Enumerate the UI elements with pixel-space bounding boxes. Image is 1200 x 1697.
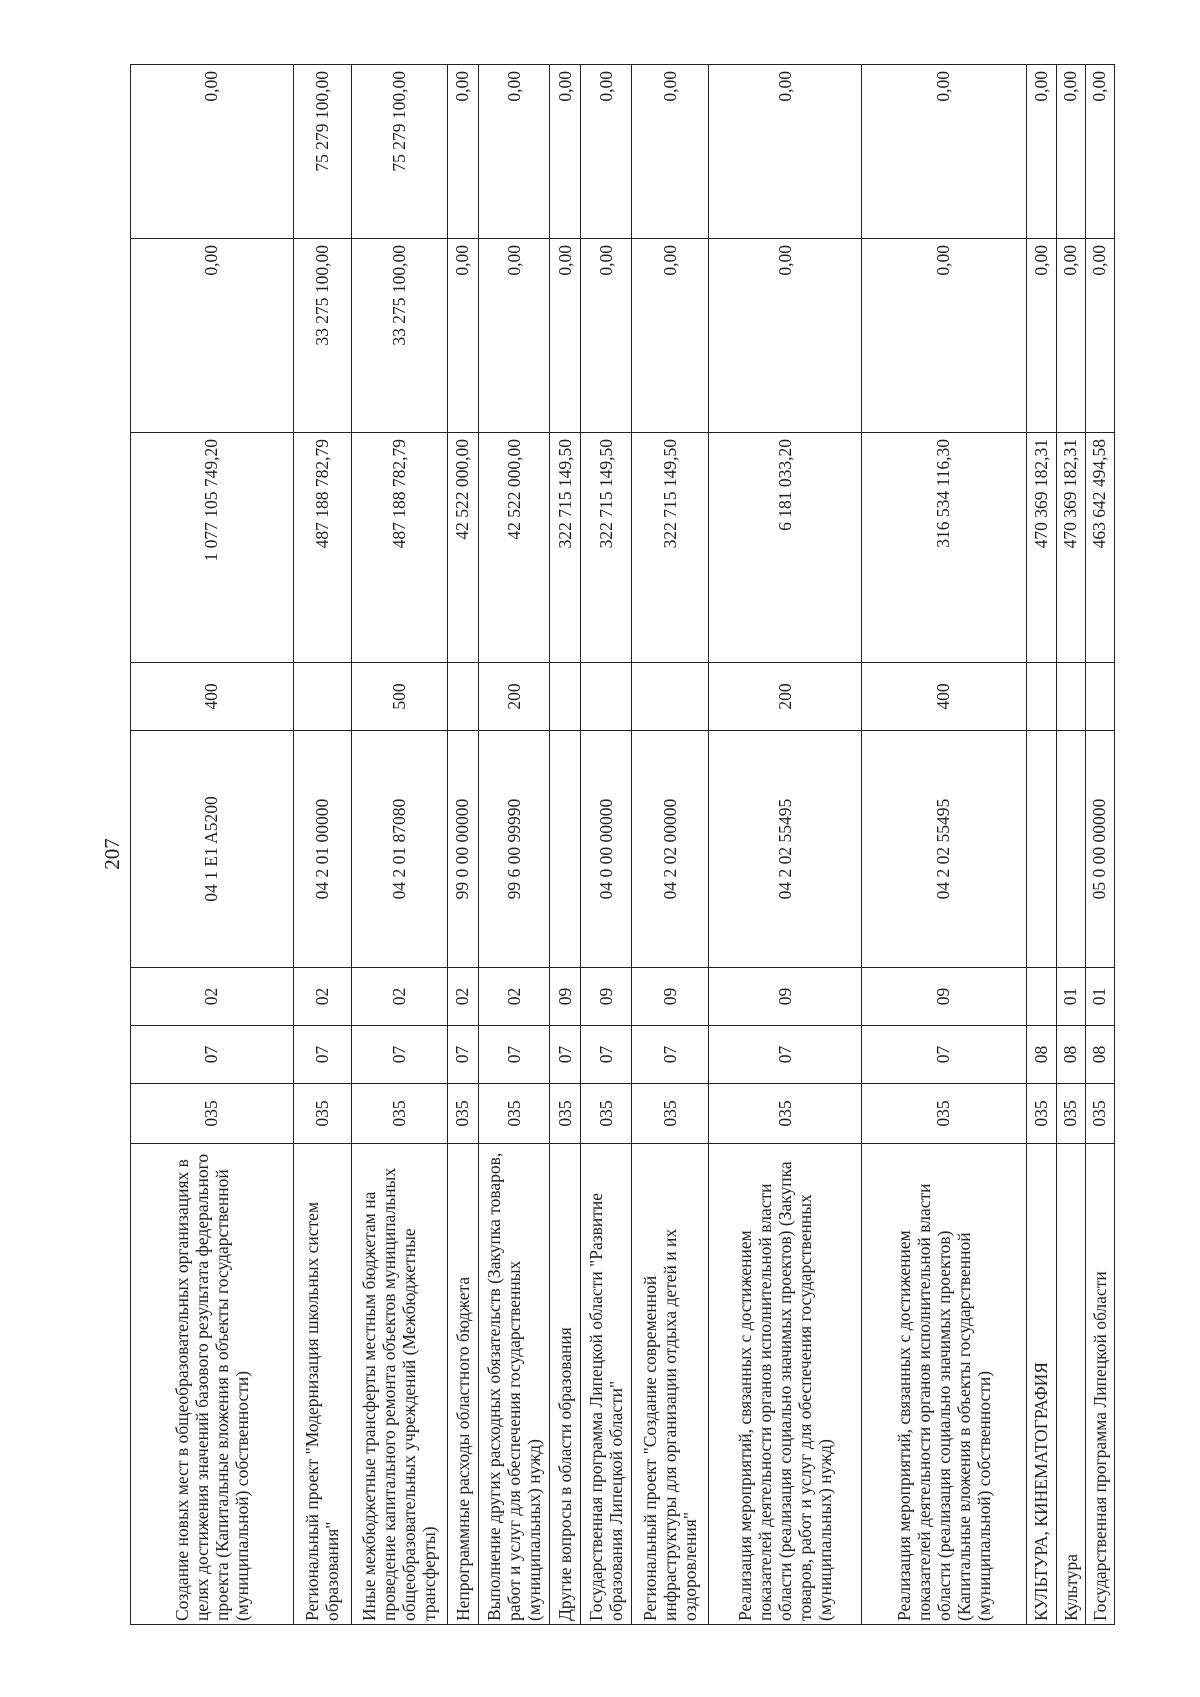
row-gr: 035 — [581, 1084, 632, 1144]
row-rz: 07 — [479, 1026, 550, 1084]
row-sum-2: 33 275 100,00 — [293, 239, 351, 433]
row-name: Региональный проект "Модернизация школьных систем образования" — [293, 1144, 351, 1625]
row-pr: 09 — [550, 968, 581, 1026]
row-sum-1: 6 181 033,20 — [709, 433, 861, 663]
table-row — [351, 65, 447, 1625]
row-name: Непрограммные расходы областного бюджета — [447, 1144, 478, 1625]
row-csr: 04 2 02 55495 — [861, 731, 1027, 968]
row-sum-3: 0,00 — [581, 65, 632, 239]
row-vr — [550, 663, 581, 731]
budget-table — [130, 64, 1115, 1625]
row-rz: 07 — [351, 1026, 447, 1084]
row-sum-3: 0,00 — [1027, 65, 1056, 239]
table-row — [479, 65, 550, 1625]
row-sum-3: 0,00 — [479, 65, 550, 239]
row-pr: 09 — [709, 968, 861, 1026]
row-sum-2: 33 275 100,00 — [351, 239, 447, 433]
row-csr: 04 2 02 55495 — [709, 731, 861, 968]
row-sum-1: 463 642 494,58 — [1085, 433, 1114, 663]
row-sum-2: 0,00 — [861, 239, 1027, 433]
page-number: 207 — [100, 838, 124, 870]
row-gr: 035 — [351, 1084, 447, 1144]
row-sum-2: 0,00 — [1056, 239, 1085, 433]
row-pr: 02 — [293, 968, 351, 1026]
row-vr — [447, 663, 478, 731]
row-sum-1: 487 188 782,79 — [351, 433, 447, 663]
row-name: Выполнение других расходных обязательств (Закупка товаров, работ и услуг для обеспечения государственных (муниципальных) нужд) — [479, 1144, 550, 1625]
row-gr: 035 — [861, 1084, 1027, 1144]
row-csr: 99 0 00 00000 — [447, 731, 478, 968]
row-sum-3: 75 279 100,00 — [293, 65, 351, 239]
row-rz: 07 — [709, 1026, 861, 1084]
row-pr: 02 — [479, 968, 550, 1026]
row-name: Реализация мероприятий, связанных с достижением показателей деятельности органов исполнительной власти области (реализация социально значимых проектов) (Закупка товаров, работ и услуг для обеспечения государственных (муниципальных) нужд) — [709, 1144, 861, 1625]
row-vr — [1056, 663, 1085, 731]
row-csr: 04 0 00 00000 — [581, 731, 632, 968]
row-sum-3: 0,00 — [709, 65, 861, 239]
row-sum-3: 0,00 — [550, 65, 581, 239]
row-gr: 035 — [447, 1084, 478, 1144]
row-pr: 09 — [861, 968, 1027, 1026]
row-csr — [1056, 731, 1085, 968]
table-row — [581, 65, 632, 1625]
row-vr — [581, 663, 632, 731]
row-vr — [1027, 663, 1056, 731]
row-csr — [1027, 731, 1056, 968]
table-row — [1085, 65, 1114, 1625]
row-vr: 400 — [861, 663, 1027, 731]
row-sum-2: 0,00 — [1085, 239, 1114, 433]
row-pr: 01 — [1085, 968, 1114, 1026]
row-name: Государственная программа Липецкой области "Развитие образования Липецкой области" — [581, 1144, 632, 1625]
row-sum-2: 0,00 — [1027, 239, 1056, 433]
row-sum-3: 0,00 — [131, 65, 294, 239]
row-rz: 07 — [131, 1026, 294, 1084]
row-csr: 04 2 01 87080 — [351, 731, 447, 968]
row-sum-1: 42 522 000,00 — [479, 433, 550, 663]
row-rz: 07 — [632, 1026, 709, 1084]
row-sum-2: 0,00 — [581, 239, 632, 433]
row-csr — [550, 731, 581, 968]
row-sum-2: 0,00 — [131, 239, 294, 433]
row-sum-2: 0,00 — [447, 239, 478, 433]
row-sum-1: 1 077 105 749,20 — [131, 433, 294, 663]
row-rz: 08 — [1085, 1026, 1114, 1084]
row-name: Создание новых мест в общеобразовательных организациях в целях достижения значений базового результата федерального проекта (Капитальные вложения в объекты государственной (муниципальной) собственности) — [131, 1144, 294, 1625]
table-row — [293, 65, 351, 1625]
row-pr: 09 — [581, 968, 632, 1026]
row-rz: 08 — [1027, 1026, 1056, 1084]
row-sum-3: 0,00 — [1085, 65, 1114, 239]
row-sum-3: 0,00 — [447, 65, 478, 239]
row-rz: 07 — [550, 1026, 581, 1084]
row-sum-1: 322 715 149,50 — [581, 433, 632, 663]
row-pr: 02 — [351, 968, 447, 1026]
row-sum-2: 0,00 — [709, 239, 861, 433]
row-csr: 05 0 00 00000 — [1085, 731, 1114, 968]
row-rz: 08 — [1056, 1026, 1085, 1084]
row-sum-1: 316 534 116,30 — [861, 433, 1027, 663]
table-row — [1056, 65, 1085, 1625]
row-sum-1: 470 369 182,31 — [1027, 433, 1056, 663]
row-pr: 01 — [1056, 968, 1085, 1026]
row-vr: 200 — [479, 663, 550, 731]
row-gr: 035 — [709, 1084, 861, 1144]
row-csr: 04 2 01 00000 — [293, 731, 351, 968]
table-row — [550, 65, 581, 1625]
row-vr: 400 — [131, 663, 294, 731]
row-sum-1: 42 522 000,00 — [447, 433, 478, 663]
table-row — [861, 65, 1027, 1625]
row-sum-3: 75 279 100,00 — [351, 65, 447, 239]
row-vr: 200 — [709, 663, 861, 731]
row-vr — [632, 663, 709, 731]
row-sum-1: 322 715 149,50 — [550, 433, 581, 663]
table-row — [632, 65, 709, 1625]
row-name: КУЛЬТУРА, КИНЕМАТОГРАФИЯ — [1027, 1144, 1056, 1625]
row-name: Региональный проект "Создание современной инфраструктуры для организации отдыха детей и их оздоровления" — [632, 1144, 709, 1625]
row-sum-1: 322 715 149,50 — [632, 433, 709, 663]
table-row — [709, 65, 861, 1625]
row-gr: 035 — [632, 1084, 709, 1144]
row-name: Иные межбюджетные трансферты местным бюджетам на проведение капитального ремонта объектов муниципальных общеобразовательных учреждений (Межбюджетные трансферты) — [351, 1144, 447, 1625]
row-gr: 035 — [479, 1084, 550, 1144]
row-csr: 99 6 00 99990 — [479, 731, 550, 968]
row-gr: 035 — [550, 1084, 581, 1144]
row-gr: 035 — [1085, 1084, 1114, 1144]
row-rz: 07 — [447, 1026, 478, 1084]
row-gr: 035 — [1056, 1084, 1085, 1144]
row-csr: 04 1 E1 A5200 — [131, 731, 294, 968]
row-sum-3: 0,00 — [632, 65, 709, 239]
row-csr: 04 2 02 00000 — [632, 731, 709, 968]
row-rz: 07 — [581, 1026, 632, 1084]
row-sum-1: 470 369 182,31 — [1056, 433, 1085, 663]
row-vr — [293, 663, 351, 731]
row-name: Культура — [1056, 1144, 1085, 1625]
row-name: Реализация мероприятий, связанных с достижением показателей деятельности органов исполнительной власти области (реализация социально значимых проектов) (Капитальные вложения в объекты государственной (муниципальной) собственности) — [861, 1144, 1027, 1625]
budget-table-container — [130, 65, 1115, 1625]
row-vr — [1085, 663, 1114, 731]
table-row — [131, 65, 294, 1625]
row-pr: 02 — [131, 968, 294, 1026]
row-rz: 07 — [293, 1026, 351, 1084]
row-gr: 035 — [293, 1084, 351, 1144]
row-sum-3: 0,00 — [861, 65, 1027, 239]
row-sum-2: 0,00 — [632, 239, 709, 433]
row-pr: 09 — [632, 968, 709, 1026]
row-gr: 035 — [131, 1084, 294, 1144]
table-row — [447, 65, 478, 1625]
row-gr: 035 — [1027, 1084, 1056, 1144]
row-rz: 07 — [861, 1026, 1027, 1084]
row-sum-2: 0,00 — [479, 239, 550, 433]
row-pr — [1027, 968, 1056, 1026]
row-pr: 02 — [447, 968, 478, 1026]
row-vr: 500 — [351, 663, 447, 731]
row-name: Другие вопросы в области образования — [550, 1144, 581, 1625]
budget-table-body — [131, 65, 1115, 1625]
row-name: Государственная программа Липецкой области — [1085, 1144, 1114, 1625]
row-sum-2: 0,00 — [550, 239, 581, 433]
row-sum-3: 0,00 — [1056, 65, 1085, 239]
row-sum-1: 487 188 782,79 — [293, 433, 351, 663]
table-row — [1027, 65, 1056, 1625]
